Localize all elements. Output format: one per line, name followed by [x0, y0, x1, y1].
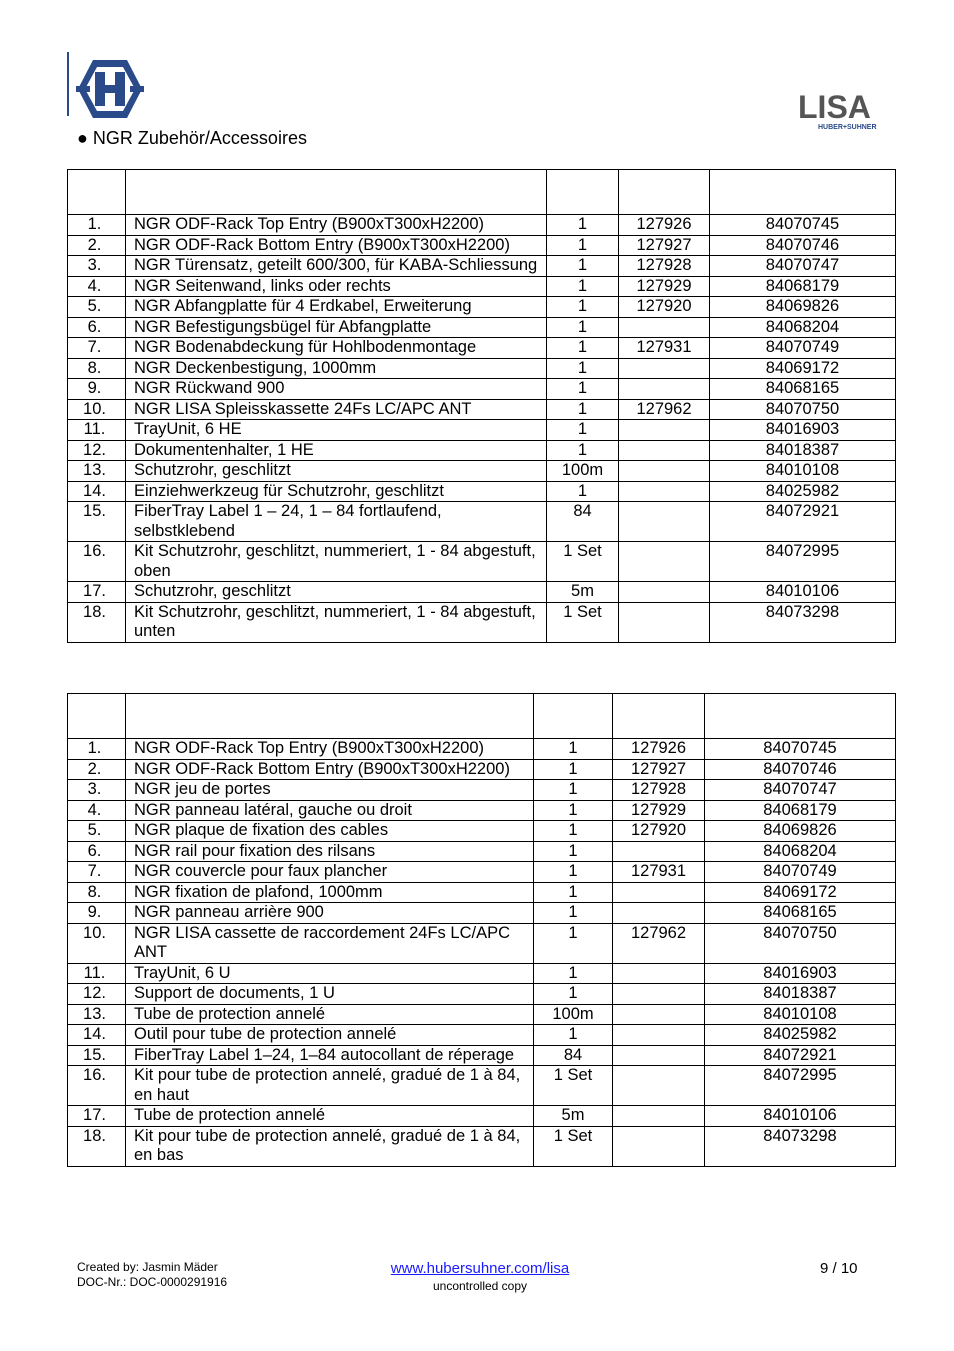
row-number: 16.: [68, 1066, 126, 1106]
row-number: 7.: [68, 338, 126, 359]
item-article-number: 84068179: [710, 276, 896, 297]
table-row: [68, 297, 896, 318]
header-cell: [547, 170, 619, 215]
row-number: 1.: [68, 739, 126, 760]
footer-created-by: Created by: Jasmin Mäder: [77, 1260, 218, 1274]
row-number: 10.: [68, 923, 126, 963]
table-row: [68, 338, 896, 359]
table-row: [68, 420, 896, 441]
item-description: NGR jeu de portes: [126, 780, 534, 801]
footer-link-block: [330, 1260, 630, 1294]
lisa-logo: [796, 88, 886, 132]
row-number: 3.: [68, 780, 126, 801]
table-row: [68, 399, 896, 420]
item-article-number: 84070750: [710, 399, 896, 420]
footer-author-block: [77, 1260, 227, 1290]
accessories-table-german: [67, 169, 896, 643]
item-quantity: 1 Set: [547, 602, 619, 642]
table-row: [68, 440, 896, 461]
item-quantity: 1 Set: [534, 1066, 613, 1106]
item-reference: [613, 841, 705, 862]
accessories-table-french: [67, 693, 896, 1167]
item-quantity: 1: [534, 739, 613, 760]
item-quantity: 1: [534, 841, 613, 862]
table-row: [68, 923, 896, 963]
item-quantity: 1: [547, 276, 619, 297]
row-number: 5.: [68, 821, 126, 842]
item-article-number: 84069172: [705, 882, 896, 903]
table-row: [68, 1004, 896, 1025]
header-cell: [68, 694, 126, 739]
item-quantity: 1: [534, 903, 613, 924]
item-quantity: 1 Set: [534, 1126, 613, 1166]
row-number: 15.: [68, 502, 126, 542]
item-reference: 127928: [613, 780, 705, 801]
item-article-number: 84025982: [705, 1025, 896, 1046]
item-article-number: 84070745: [705, 739, 896, 760]
item-quantity: 1: [547, 256, 619, 277]
row-number: 5.: [68, 297, 126, 318]
item-description: NGR panneau arrière 900: [126, 903, 534, 924]
item-description: Kit pour tube de protection annelé, gradué de 1 à 84, en bas: [126, 1126, 534, 1166]
row-number: 8.: [68, 882, 126, 903]
item-reference: [613, 1126, 705, 1166]
item-reference: 127920: [613, 821, 705, 842]
item-article-number: 84016903: [705, 963, 896, 984]
huber-suhner-logo-icon: [76, 58, 144, 120]
item-quantity: 5m: [547, 582, 619, 603]
item-article-number: 84070745: [710, 215, 896, 236]
item-description: NGR LISA Spleisskassette 24Fs LC/APC ANT: [126, 399, 547, 420]
item-quantity: 1: [534, 882, 613, 903]
item-description: NGR rail pour fixation des rilsans: [126, 841, 534, 862]
item-reference: [613, 1025, 705, 1046]
row-number: 3.: [68, 256, 126, 277]
item-quantity: 1: [534, 862, 613, 883]
item-article-number: 84018387: [705, 984, 896, 1005]
item-reference: 127927: [619, 235, 710, 256]
item-quantity: 1: [534, 759, 613, 780]
item-article-number: 84070749: [705, 862, 896, 883]
row-number: 6.: [68, 317, 126, 338]
header-cell: [126, 170, 547, 215]
item-reference: [613, 903, 705, 924]
row-number: 12.: [68, 984, 126, 1005]
item-reference: 127929: [613, 800, 705, 821]
item-article-number: 84069826: [705, 821, 896, 842]
item-description: Tube de protection annelé: [126, 1004, 534, 1025]
item-reference: 127926: [613, 739, 705, 760]
item-description: NGR Deckenbestigung, 1000mm: [126, 358, 547, 379]
item-description: Kit Schutzrohr, geschlitzt, nummeriert, 1 - 84 abgestuft, oben: [126, 542, 547, 582]
table-row: [68, 821, 896, 842]
item-article-number: 84070746: [710, 235, 896, 256]
row-number: 14.: [68, 1025, 126, 1046]
item-quantity: 1: [547, 420, 619, 441]
table-row: [68, 862, 896, 883]
item-quantity: 1: [547, 399, 619, 420]
row-number: 7.: [68, 862, 126, 883]
item-description: NGR ODF-Rack Bottom Entry (B900xT300xH2200): [126, 759, 534, 780]
table-row: [68, 1025, 896, 1046]
footer-doc-number: DOC-Nr.: DOC-0000291916: [77, 1275, 228, 1289]
item-article-number: 84070747: [710, 256, 896, 277]
item-reference: [619, 502, 710, 542]
item-article-number: 84010106: [710, 582, 896, 603]
table-row: [68, 602, 896, 642]
item-reference: 127962: [619, 399, 710, 420]
item-article-number: 84072995: [710, 542, 896, 582]
table-row: [68, 984, 896, 1005]
item-description: Schutzrohr, geschlitzt: [126, 582, 547, 603]
item-quantity: 84: [534, 1045, 613, 1066]
item-quantity: 5m: [534, 1106, 613, 1127]
item-reference: 127931: [619, 338, 710, 359]
item-article-number: 84068204: [705, 841, 896, 862]
item-quantity: 1: [547, 440, 619, 461]
item-description: Support de documents, 1 U: [126, 984, 534, 1005]
item-article-number: 84072921: [705, 1045, 896, 1066]
item-reference: [613, 1106, 705, 1127]
table-header-row: [68, 170, 896, 215]
item-reference: [619, 420, 710, 441]
item-description: Schutzrohr, geschlitzt: [126, 461, 547, 482]
item-description: NGR ODF-Rack Top Entry (B900xT300xH2200): [126, 215, 547, 236]
item-article-number: 84069172: [710, 358, 896, 379]
table-row: [68, 461, 896, 482]
item-quantity: 1 Set: [547, 542, 619, 582]
item-description: NGR Bodenabdeckung für Hohlbodenmontage: [126, 338, 547, 359]
item-reference: 127931: [613, 862, 705, 883]
item-article-number: 84018387: [710, 440, 896, 461]
item-description: FiberTray Label 1 – 24, 1 – 84 fortlaufend, selbstklebend: [126, 502, 547, 542]
item-article-number: 84072921: [710, 502, 896, 542]
row-number: 14.: [68, 481, 126, 502]
header-cell: [710, 170, 896, 215]
item-description: NGR Abfangplatte für 4 Erdkabel, Erweiterung: [126, 297, 547, 318]
table-row: [68, 759, 896, 780]
item-description: NGR Rückwand 900: [126, 379, 547, 400]
row-number: 18.: [68, 602, 126, 642]
table-row: [68, 358, 896, 379]
item-article-number: 84069826: [710, 297, 896, 318]
item-quantity: 1: [547, 215, 619, 236]
item-description: Kit Schutzrohr, geschlitzt, nummeriert, 1 - 84 abgestuft, unten: [126, 602, 547, 642]
lisa-logo-subtext: HUBER+SUHNER: [818, 124, 877, 131]
table-row: [68, 1126, 896, 1166]
item-reference: [619, 317, 710, 338]
item-article-number: 84010106: [705, 1106, 896, 1127]
item-description: Outil pour tube de protection annelé: [126, 1025, 534, 1046]
item-article-number: 84070747: [705, 780, 896, 801]
item-article-number: 84068165: [705, 903, 896, 924]
item-reference: [619, 542, 710, 582]
item-quantity: 1: [534, 1025, 613, 1046]
item-reference: [613, 963, 705, 984]
item-quantity: 1: [534, 800, 613, 821]
row-number: 17.: [68, 582, 126, 603]
row-number: 12.: [68, 440, 126, 461]
item-reference: [613, 1004, 705, 1025]
item-description: NGR Seitenwand, links oder rechts: [126, 276, 547, 297]
table-row: [68, 317, 896, 338]
lisa-logo-text: LISA: [798, 89, 871, 125]
row-number: 10.: [68, 399, 126, 420]
item-reference: [619, 461, 710, 482]
row-number: 13.: [68, 461, 126, 482]
item-article-number: 84073298: [710, 602, 896, 642]
table-header-row: [68, 694, 896, 739]
item-description: NGR couvercle pour faux plancher: [126, 862, 534, 883]
row-number: 15.: [68, 1045, 126, 1066]
item-description: NGR plaque de fixation des cables: [126, 821, 534, 842]
item-reference: [619, 582, 710, 603]
row-number: 17.: [68, 1106, 126, 1127]
row-number: 2.: [68, 759, 126, 780]
item-description: TrayUnit, 6 HE: [126, 420, 547, 441]
item-description: TrayUnit, 6 U: [126, 963, 534, 984]
table-row: [68, 882, 896, 903]
item-article-number: 84070746: [705, 759, 896, 780]
item-article-number: 84070749: [710, 338, 896, 359]
item-description: Tube de protection annelé: [126, 1106, 534, 1127]
item-reference: [619, 358, 710, 379]
item-quantity: 1: [534, 821, 613, 842]
item-reference: [619, 602, 710, 642]
item-quantity: 1: [547, 338, 619, 359]
header-cell: [68, 170, 126, 215]
item-quantity: 84: [547, 502, 619, 542]
item-article-number: 84073298: [705, 1126, 896, 1166]
item-reference: [613, 882, 705, 903]
table-row: [68, 1066, 896, 1106]
item-quantity: 1: [547, 297, 619, 318]
table-row: [68, 1106, 896, 1127]
item-reference: [619, 440, 710, 461]
page-number: 9 / 10: [820, 1260, 858, 1277]
item-quantity: 1: [547, 317, 619, 338]
section-title: ● NGR Zubehör/Accessoires: [77, 128, 307, 148]
table-row: [68, 841, 896, 862]
item-description: NGR Türensatz, geteilt 600/300, für KABA-Schliessung: [126, 256, 547, 277]
item-reference: 127928: [619, 256, 710, 277]
item-article-number: 84068179: [705, 800, 896, 821]
row-number: 1.: [68, 215, 126, 236]
item-reference: 127920: [619, 297, 710, 318]
item-description: NGR panneau latéral, gauche ou droit: [126, 800, 534, 821]
item-article-number: 84068204: [710, 317, 896, 338]
footer-website-link[interactable]: www.hubersuhner.com/lisa: [390, 1260, 570, 1277]
row-number: 16.: [68, 542, 126, 582]
header-cell: [613, 694, 705, 739]
row-number: 4.: [68, 800, 126, 821]
table-row: [68, 582, 896, 603]
table-row: [68, 235, 896, 256]
item-quantity: 1: [547, 358, 619, 379]
table-row: [68, 502, 896, 542]
row-number: 13.: [68, 1004, 126, 1025]
item-quantity: 1: [534, 780, 613, 801]
item-article-number: 84010108: [710, 461, 896, 482]
table-row: [68, 800, 896, 821]
table-row: [68, 542, 896, 582]
table-row: [68, 1045, 896, 1066]
footer-uncontrolled-copy: uncontrolled copy: [432, 1279, 528, 1293]
header-cell: [126, 694, 534, 739]
item-reference: 127929: [619, 276, 710, 297]
item-quantity: 1: [547, 481, 619, 502]
table-row: [68, 739, 896, 760]
item-article-number: 84010108: [705, 1004, 896, 1025]
row-number: 9.: [68, 379, 126, 400]
table-row: [68, 379, 896, 400]
table-row: [68, 215, 896, 236]
item-quantity: 1: [534, 923, 613, 963]
item-quantity: 1: [534, 984, 613, 1005]
item-reference: 127962: [613, 923, 705, 963]
item-reference: [619, 379, 710, 400]
item-article-number: 84068165: [710, 379, 896, 400]
item-quantity: 100m: [534, 1004, 613, 1025]
header-cell: [534, 694, 613, 739]
item-article-number: 84072995: [705, 1066, 896, 1106]
table-row: [68, 276, 896, 297]
item-description: NGR fixation de plafond, 1000mm: [126, 882, 534, 903]
item-reference: [613, 984, 705, 1005]
table-row: [68, 256, 896, 277]
row-number: 6.: [68, 841, 126, 862]
row-number: 11.: [68, 420, 126, 441]
item-description: NGR ODF-Rack Top Entry (B900xT300xH2200): [126, 739, 534, 760]
row-number: 18.: [68, 1126, 126, 1166]
table-row: [68, 963, 896, 984]
header-cell: [705, 694, 896, 739]
row-number: 8.: [68, 358, 126, 379]
row-number: 4.: [68, 276, 126, 297]
row-number: 11.: [68, 963, 126, 984]
item-reference: [613, 1066, 705, 1106]
item-description: Kit pour tube de protection annelé, gradué de 1 à 84, en haut: [126, 1066, 534, 1106]
item-description: NGR LISA cassette de raccordement 24Fs LC/APC ANT: [126, 923, 534, 963]
table-row: [68, 481, 896, 502]
item-reference: 127927: [613, 759, 705, 780]
item-description: Einziehwerkzeug für Schutzrohr, geschlitzt: [126, 481, 547, 502]
item-description: FiberTray Label 1–24, 1–84 autocollant de réperage: [126, 1045, 534, 1066]
item-description: Dokumentenhalter, 1 HE: [126, 440, 547, 461]
row-number: 2.: [68, 235, 126, 256]
item-description: NGR Befestigungsbügel für Abfangplatte: [126, 317, 547, 338]
item-article-number: 84016903: [710, 420, 896, 441]
item-reference: [619, 481, 710, 502]
item-article-number: 84070750: [705, 923, 896, 963]
header-cell: [619, 170, 710, 215]
item-description: NGR ODF-Rack Bottom Entry (B900xT300xH2200): [126, 235, 547, 256]
item-quantity: 100m: [547, 461, 619, 482]
item-quantity: 1: [547, 379, 619, 400]
row-number: 9.: [68, 903, 126, 924]
item-quantity: 1: [547, 235, 619, 256]
item-article-number: 84025982: [710, 481, 896, 502]
header-divider-line: [67, 52, 69, 116]
item-quantity: 1: [534, 963, 613, 984]
table-row: [68, 903, 896, 924]
item-reference: 127926: [619, 215, 710, 236]
table-row: [68, 780, 896, 801]
item-reference: [613, 1045, 705, 1066]
